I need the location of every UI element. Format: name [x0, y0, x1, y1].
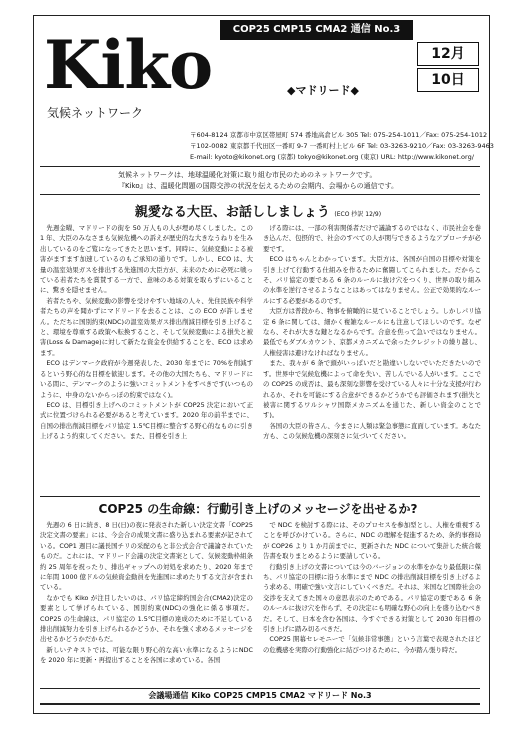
article2-right-column — [263, 520, 481, 684]
page-footer: 会議場通信 Kiko COP25 CMP15 CMA2 マドリード No.3 — [40, 688, 480, 705]
article2-paragraph: なかでも Kiko が注目したいのは、パリ協定締約国会合(CMA2)決定の要素として挙げられている、国別約束(NDC)の強化に係る事項だ。COP25 の生命線は、パリ協定の 1.5℃目標の達成のために不足している排出削減努力を引き上げられるかどうか、それを強く求めるメッセージを出せるかどうかだからだ。 — [40, 593, 253, 644]
intro-line-2: 『Kiko』は、温暖化問題の国際交渉の状況を伝えるための会期内、会場からの通信です。 — [118, 182, 399, 190]
intro-line-1: 気候ネットワークは、地球温暖化対策に取り組む市民のためのネットワークです。 — [118, 171, 377, 179]
article1-left-column — [40, 223, 253, 491]
address-tokyo: 〒102-0082 東京都千代田区一番町 9-7 一番町村上ビル 6F Tel: 03-3263-9210／Fax: 03-3263-9463 — [190, 142, 494, 150]
article1-paragraph: ECO は、目標引き上げへのコミットメントが COP25 決定において正式に位置づけられる必要があると考えています。2020 年の前半までに、自国の排出削減目標をパリ協定 1.5℃目標に整合する野心的なものに引き上げるよう約束してください。また、目標を引き上 — [40, 400, 253, 441]
article2-paragraph: で NDC を検討する際には、そのプロセスを参加型とし、人権を重視することを呼びかけている。さらに、NDC の理解を促進するため、条約事務局が COP26 より 1 か月前までに、更新された NDC について集計した統合報告書を取りまとめるように要請している。 — [263, 521, 481, 561]
article1-title — [0, 201, 516, 220]
issue-banner: COP25 CMP15 CMA2 通信 No.3 — [220, 20, 413, 40]
article1-paragraph: ECO はちゃんとわかっています。大臣方は、各国が自国の目標や対策を引き上げて行動する仕組みを作るために奮闘してこられました。だからこそ、パリ協定の要である 6 条のルールに抜け穴をつくり、世界の取り組みの水準を逆行させるようなことはあってはなりません。公正で効果的なルールにする必要があるのです。 — [263, 255, 481, 305]
contact-email[interactable]: E-mail: kyoto@kikonet.org (京都) tokyo@kikonet.org (東京) URL: http://www.kikonet.org/ — [190, 153, 474, 161]
article2-paragraph: 行動引き上げの文書については今のバージョンの水準をかなり最低限に保ち、パリ協定の目標に沿う水準にまで NDC の排出削減目標を引き上げるよう求める、明確で強い文言にしていくべきだ。それは、米国など国際社会の交渉を支えてきた国々の意思表示のためである。パリ協定の要である 6 条のルールに抜け穴を作らず、その決定にも明確な野心の向上を盛り込むべきだ。そして、日本を含む各国は、今すぐできる対策として 2030 年目標の引き上げに踏み切るべきだ。 — [263, 562, 481, 634]
month-box: 12月 — [417, 42, 479, 66]
article1-title-text: 親愛なる大臣、お話ししましょう — [134, 205, 330, 220]
article1-paragraph: 各国の大臣の皆さん、今まさに人類は緊急事態に直面しています。あなた方も、この気候危機の深刻さに気づいてください。 — [263, 421, 481, 441]
article1-paragraph: げる際には、一部の利害関係者だけで議論するのではなく、市民社会を巻き込んだ、包摂的で、社会のすべての人が関与できるようなアプローチが必要です。 — [263, 224, 481, 253]
article2-title: COP25 の生命線：行動引き上げのメッセージを出せるか? — [98, 502, 418, 516]
divider — [40, 166, 480, 167]
article2-left-column — [40, 520, 253, 684]
article1-source: (ECO 抄訳 12/9) — [334, 211, 382, 218]
article2-paragraph: COP25 開幕セレモニーで「気候非常事態」という言葉で表現されたほどの危機感を実際の行動強化に結びつけるために、今が踏ん張り時だ。 — [263, 635, 481, 654]
org-name: 気候ネットワーク — [47, 106, 144, 120]
article2-paragraph: 新しいテキストでは、可能な限り野心的な高い水準になるようにNDC を 2020 年に更新・再提出することを各国に求めている。各国 — [40, 645, 253, 665]
address-kyoto: 〒604-8124 京都市中京区帯屋町 574 番地高倉ビル 305 Tel: 075-254-1011／Fax: 075-254-1012 — [190, 131, 488, 139]
article1-paragraph: 若者たちや、気候変動の影響を受けやすい地域の人々、先住民族や科学者たちの声を聞かずにマドリードを去ることは、この ECO が許しません。ただちに国別約束(NDC)の温室効果ガス排出削減目標を引き上げること、環境を尊重する政策へ転換すること、そして気候変動による損失と被害(Loss & Damage)に対して新たな資金を供給することを、ECO は求めます。 — [40, 296, 253, 357]
day-box: 10日 — [417, 68, 479, 92]
article1-paragraph: また、我々が 6 条で頭がいっぱいだと勘違いしないでいただきたいのです。世界中で気候危機によって命を失い、苦しんでいる人がいます。ここでの COP25 の成否は、最も深刻な影響を受けている人々に十分な支援が行われるか、それを可能にする合意ができるかどうかでも評価されます(損失と被害に関するワルシャワ国際メカニズムを通じた、新しい資金のことです)。 — [263, 359, 481, 420]
kiko-logo: Kiko — [44, 26, 213, 104]
divider — [40, 194, 480, 195]
location-label: ◆マドリード◆ — [287, 84, 359, 97]
article1-right-column — [263, 223, 481, 491]
article2-paragraph: 先週の 6 日に続き、8 日(日)の夜に発表された新しい決定文書「COP25 決定文書の要素」には、今会合の成果文書に盛り込まれる要素が記されている。COP1 週目に議長国チリの采配のもと非公式会合で議論されていたものだ。これには、マドリード会議の決定文書案として、気候変動枠組条約 25 周年を祝ったり、排出ギャップへの対処を求めたり、2020 年までに年間 1000 億ドルの気候資金動員を先進国に求めたりする文言が含まれている。 — [40, 521, 253, 592]
divider — [40, 496, 480, 497]
article1-paragraph: 先週金曜、マドリードの街を 50 万人もの人が埋め尽くしました。この 1 年、大臣のみなさまも気候危機への訴えが歴史的な大きなうねりを生み出しているのをご覧になってきたと思います。同時に、気候変動による被害がますます加速しているのもご承知の通りです。しかし、ECO は、大量の温室効果ガスを排出する先進国の大臣方が、未来のために必死に戦っている若者たちを賞賛する一方で、意味のある対策を取らずにいることに、驚きを隠せません。 — [40, 224, 253, 295]
article1-paragraph: 大臣方は普段から、物事を俯瞰的に見ていることでしょう。しかしパリ協定 6 条に関しては、細かく複雑なルールにも注意してほしいのです。なぜなら、それが大きな鍵となるからです。合意を焦って急いではなりません。最低でもダブルカウント、京都メカニズムで余ったクレジットの繰り越し、人権侵害は避けなければなりません。 — [263, 307, 481, 357]
article1-paragraph: ECO はデンマーク政府が今週発表した、2030 年までに 70%を削減するという野心的な目標を歓迎します。その他の大国たちも、マドリードにいる間に、デンマークのように強いコミットメントをすべきです(いつものように、中身のないからっぽの約束ではなく)。 — [40, 359, 253, 399]
